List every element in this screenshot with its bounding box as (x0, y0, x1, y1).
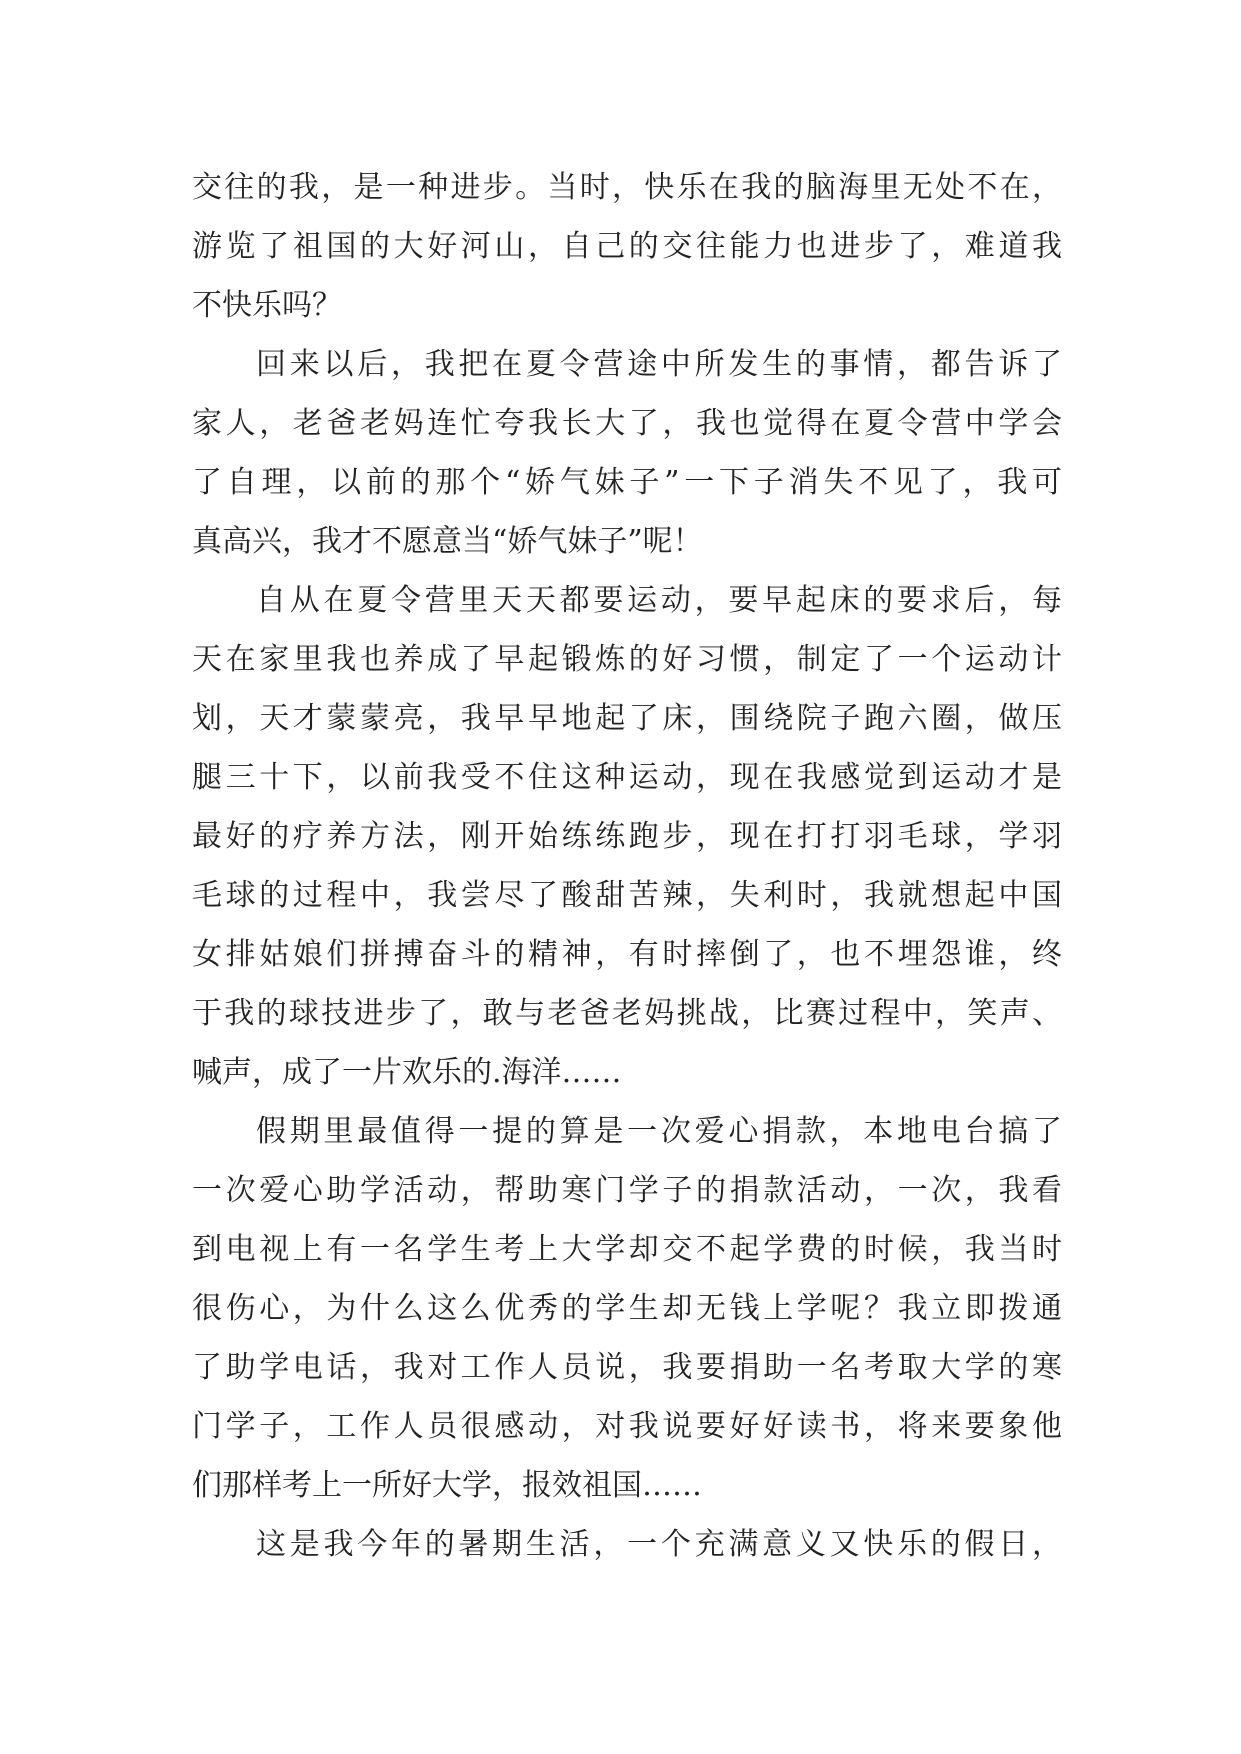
text-line: 家人，老爸老妈连忙夸我长大了，我也觉得在夏令营中学会 (192, 406, 1062, 441)
text-line: 一次爱心助学活动，帮助寒门学子的捐款活动，一次，我看 (192, 1173, 1062, 1208)
text-line: 毛球的过程中，我尝尽了酸甜苦辣，失利时，我就想起中国 (192, 878, 1062, 913)
text-line: 最好的疗养方法，刚开始练练跑步，现在打打羽毛球，学羽 (192, 819, 1062, 854)
text-line: 真高兴，我才不愿意当“娇气妹子”呢！ (192, 524, 703, 559)
text-line: 游览了祖国的大好河山，自己的交往能力也进步了，难道我 (192, 229, 1062, 264)
text-line: 不快乐吗？ (192, 288, 342, 323)
text-line: 天在家里我也养成了早起锻炼的好习惯，制定了一个运动计 (192, 642, 1062, 677)
text-line: 到电视上有一名学生考上大学却交不起学费的时候，我当时 (192, 1232, 1062, 1267)
text-line: 这是我今年的暑期生活，一个充满意义又快乐的假日， (256, 1527, 1062, 1562)
text-line: 们那样考上一所好大学，报效祖国…… (192, 1468, 702, 1503)
text-line: 回来以后，我把在夏令营途中所发生的事情，都告诉了 (256, 347, 1062, 382)
text-line: 了助学电话，我对工作人员说，我要捐助一名考取大学的寒 (192, 1350, 1062, 1385)
text-line: 交往的我，是一种进步。当时，快乐在我的脑海里无处不在， (192, 170, 1062, 205)
text-line: 假期里最值得一提的算是一次爱心捐款，本地电台搞了 (256, 1114, 1062, 1149)
text-line: 门学子，工作人员很感动，对我说要好好读书，将来要象他 (192, 1409, 1062, 1444)
text-line: 喊声，成了一片欢乐的.海洋…… (192, 1055, 622, 1090)
text-line: 自从在夏令营里天天都要运动，要早起床的要求后，每 (256, 583, 1062, 618)
document-body-text (192, 158, 1062, 1574)
text-line: 了自理，以前的那个“娇气妹子”一下子消失不见了，我可 (192, 465, 1062, 500)
text-line: 划，天才蒙蒙亮，我早早地起了床，围绕院子跑六圈，做压 (192, 701, 1062, 736)
text-line: 女排姑娘们拼搏奋斗的精神，有时摔倒了，也不埋怨谁，终 (192, 937, 1062, 972)
text-line: 很伤心，为什么这么优秀的学生却无钱上学呢？我立即拨通 (192, 1291, 1062, 1326)
text-line: 于我的球技进步了，敢与老爸老妈挑战，比赛过程中，笑声、 (192, 996, 1062, 1031)
text-line: 腿三十下，以前我受不住这种运动，现在我感觉到运动才是 (192, 760, 1062, 795)
